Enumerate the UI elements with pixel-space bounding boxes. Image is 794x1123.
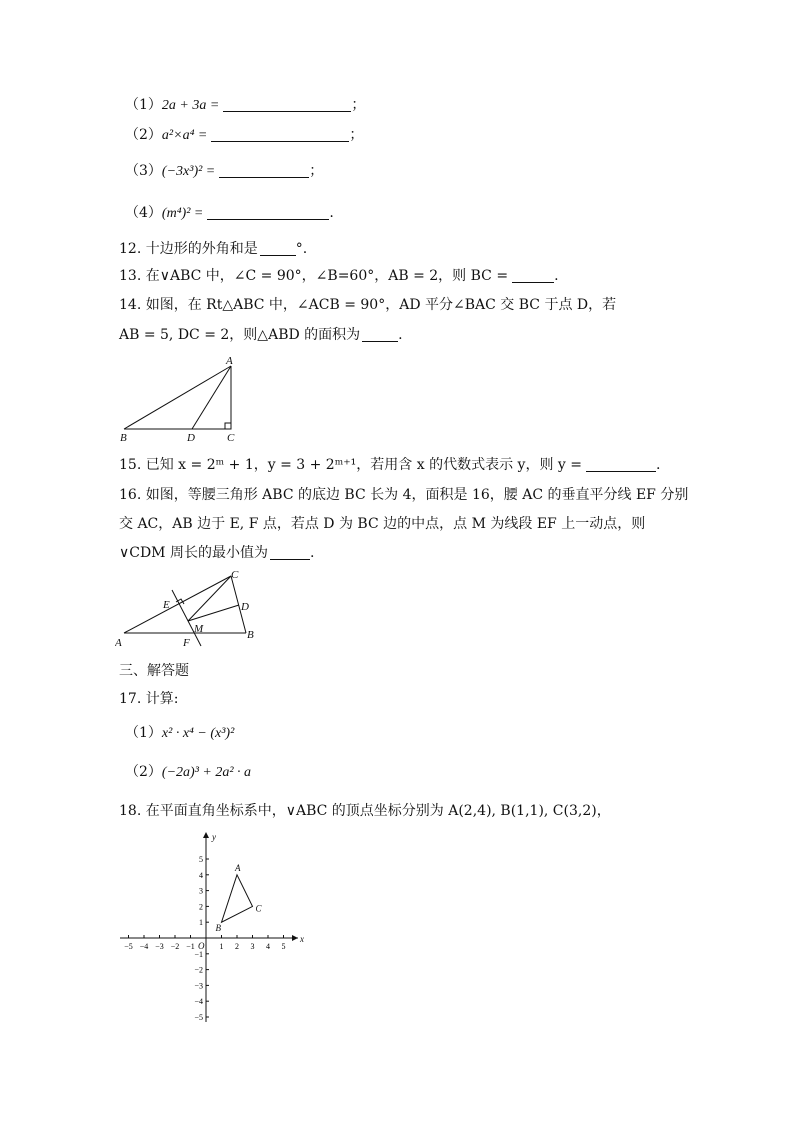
section-3-title: 三、解答题: [119, 663, 189, 679]
q15-blank[interactable]: [586, 457, 656, 472]
q16-label-a: A: [115, 637, 122, 649]
q14-line2: [119, 326, 403, 344]
q11-part3-number: （3）: [125, 163, 162, 179]
q16-label-f: F: [183, 637, 190, 649]
q14-triangle-figure: [115, 352, 250, 444]
q16-label-m: M: [194, 623, 204, 635]
q17-part2-number: （2）: [125, 764, 162, 780]
q12-end: °.: [295, 241, 308, 257]
q17-part1-expression: x² · x⁴ − (x³)²: [161, 726, 235, 741]
q13-text: 13. 在∨ABC 中，∠C = 90°，∠B=60°，AB = 2，则 BC =: [119, 268, 509, 284]
q18-y-tick-label: −5: [194, 1013, 203, 1022]
q16-label-b: B: [247, 629, 254, 641]
q18-y-arrow-icon: [203, 832, 209, 838]
q18-x-tick-label: 5: [281, 942, 286, 951]
q11-part4-expression: (m⁴)² =: [161, 206, 204, 221]
q18-x-tick-label: 1: [219, 942, 224, 951]
q11-part1: [125, 96, 365, 115]
q18-y-tick-label: −3: [194, 981, 203, 991]
q11-part2-end: ；: [349, 127, 364, 143]
q13: [119, 267, 559, 285]
q18-y-tick-label: 4: [199, 870, 203, 880]
q18-coordinate-plane: [115, 828, 310, 1028]
q18-x-tick-label: −5: [124, 942, 133, 951]
q11-part3-blank[interactable]: [219, 163, 309, 178]
q16-label-d: D: [241, 601, 249, 613]
q18-y-tick-label: −2: [194, 965, 203, 975]
q18-x-tick-label: 4: [266, 942, 270, 951]
q16-label-e: E: [163, 599, 170, 611]
q11-part3: [125, 162, 323, 181]
q16-triangle-figure: [115, 566, 265, 650]
q11-part4-end: .: [329, 205, 334, 221]
q17-part1: [125, 724, 234, 743]
q18-y-tick-label: −4: [194, 997, 203, 1007]
q13-end: .: [554, 268, 559, 284]
q11-part1-end: ；: [351, 97, 366, 113]
q15-end: .: [656, 457, 661, 473]
q14-label-d: D: [187, 432, 195, 444]
q11-part2-expression: a²×a⁴ =: [161, 128, 208, 143]
q18-y-tick-label: −1: [194, 949, 203, 959]
q11-part4-number: （4）: [125, 205, 162, 221]
q18-x-tick-label: 2: [235, 942, 239, 951]
q15-text: 15. 已知 x = 2ᵐ + 1，y = 3 + 2ᵐ⁺¹，若用含 x 的代数式表示 y，则 y =: [119, 457, 582, 473]
q15: [119, 456, 660, 474]
q18-x-tick-label: −2: [170, 942, 180, 951]
q11-part2: [125, 126, 363, 145]
q14-blank[interactable]: [362, 327, 398, 342]
q18-vertex-b-label: B: [215, 923, 221, 934]
q14-label-c: C: [227, 432, 235, 444]
q14-segment-ad: [192, 366, 231, 429]
q11-part2-number: （2）: [125, 127, 162, 143]
q16-line2: 交 AC，AB 边于 E, F 点，若点 D 为 BC 边的中点，点 M 为线段 EF 上一动点，则: [119, 516, 646, 532]
q18-y-axis-label: y: [212, 832, 216, 842]
q18-x-arrow-icon: [292, 935, 298, 941]
q11-part1-expression: 2a + 3a =: [161, 98, 220, 113]
q18-y-tick-label: 5: [199, 855, 203, 864]
q17-part1-number: （1）: [125, 725, 162, 741]
q13-blank[interactable]: [512, 268, 554, 283]
q18-x-tick-label: 3: [250, 942, 255, 951]
q12-text: 12. 十边形的外角和是: [119, 241, 258, 257]
q14-side-ab: [124, 366, 231, 429]
q18-y-tick-label: 2: [199, 902, 203, 912]
q18-y-tick-label: 1: [199, 918, 203, 928]
q18-text: 18. 在平面直角坐标系中，∨ABC 的顶点坐标分别为 A(2,4), B(1,1), C(3,2)，: [119, 803, 611, 819]
q18-triangle-abc: [222, 875, 253, 922]
q18-x-axis-label: x: [300, 934, 304, 944]
q12: [119, 240, 307, 258]
q16-blank[interactable]: [270, 545, 310, 560]
q11-part1-blank[interactable]: [223, 97, 351, 112]
q18-x-tick-label: −1: [186, 942, 195, 951]
q17-part2-expression: (−2a)³ + 2a² · a: [161, 765, 252, 780]
q16-label-c: C: [231, 569, 239, 581]
q14-line1: 14. 如图，在 Rt△ABC 中，∠ACB = 90°，AD 平分∠BAC 交 BC 于点 D，若: [119, 297, 617, 313]
q18-x-tick-label: −3: [155, 942, 164, 951]
q14-label-b: B: [120, 432, 127, 444]
q11-part4-blank[interactable]: [207, 205, 329, 220]
q12-blank[interactable]: [260, 241, 296, 256]
q11-part3-end: ；: [309, 163, 324, 179]
q18-y-tick-label: 3: [199, 886, 203, 896]
q16-side-ac: [124, 576, 231, 633]
q18-origin-label: O: [198, 941, 205, 951]
q18-x-tick-label: −4: [139, 942, 149, 951]
q18-vertex-a-label: A: [235, 862, 241, 873]
q17-part2: [125, 763, 251, 782]
q11-part1-number: （1）: [125, 97, 162, 113]
q14-label-a: A: [226, 355, 233, 367]
q16-line3: [119, 544, 314, 562]
q11-part4: [125, 204, 334, 223]
q11-part3-expression: (−3x³)² =: [161, 164, 216, 179]
q11-part2-blank[interactable]: [211, 127, 349, 142]
q16-end: .: [309, 545, 315, 561]
q14-line2-text: AB = 5, DC = 2，则△ABD 的面积为: [119, 327, 361, 343]
q14-right-angle-mark: [225, 423, 231, 429]
q14-end: .: [398, 327, 403, 343]
q17-title: 17. 计算:: [119, 691, 179, 707]
q16-line1: 16. 如图，等腰三角形 ABC 的底边 BC 长为 4，面积是 16，腰 AC 的垂直平分线 EF 分别: [119, 487, 689, 503]
q16-line3-text: ∨CDM 周长的最小值为: [119, 545, 268, 561]
q18-vertex-c-label: C: [255, 903, 262, 914]
